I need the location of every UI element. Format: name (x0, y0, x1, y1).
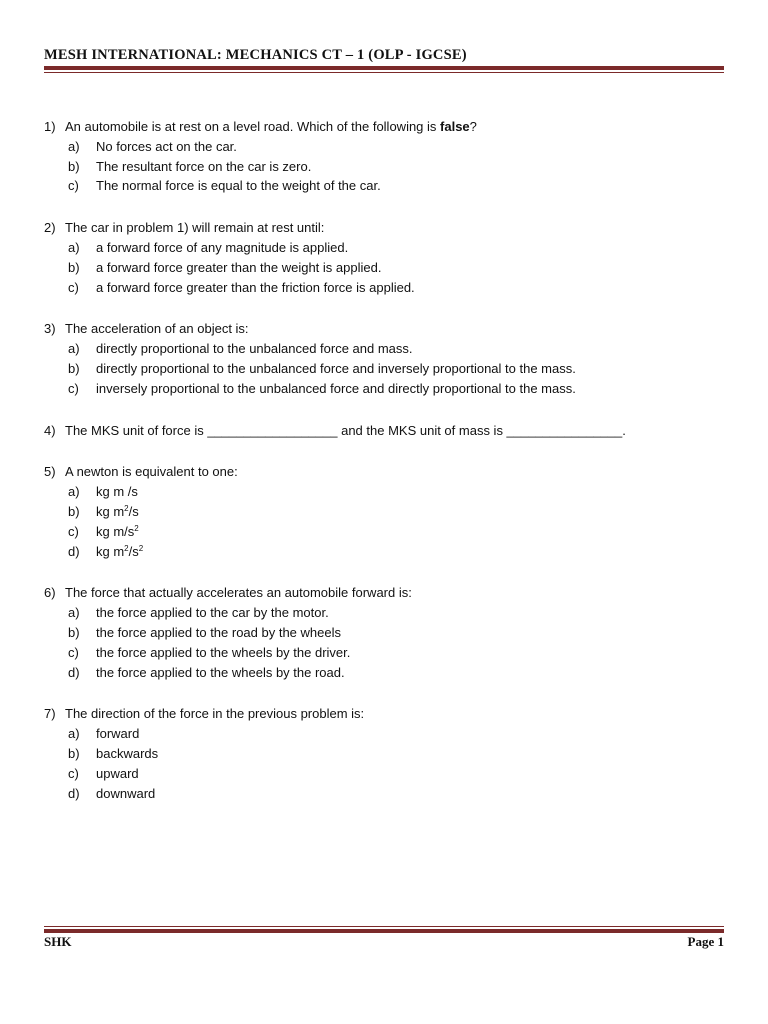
question-number: 3) (44, 321, 56, 337)
option-b (44, 744, 724, 764)
question-text: A newton is equivalent to one: (65, 464, 238, 480)
option-text: backwards (96, 745, 159, 761)
option-a (44, 724, 724, 744)
page-title: MESH INTERNATIONAL: MECHANICS CT – 1 (OLP - IGCSE) (44, 47, 467, 63)
option-letter: a) (68, 605, 80, 621)
option-c (44, 278, 724, 298)
option-a (44, 603, 724, 623)
option-text: No forces act on the car. (96, 138, 237, 154)
question-number: 4) (44, 422, 56, 438)
option-letter: c) (68, 644, 79, 660)
question-stem (44, 462, 724, 482)
question-number: 2) (44, 220, 56, 236)
footer-initials: SHK (44, 934, 72, 949)
option-text: directly proportional to the unbalanced force and inversely proportional to the mass. (96, 360, 576, 376)
option-letter: d) (68, 543, 80, 559)
option-text: the force applied to the road by the wheels (96, 624, 341, 640)
option-superscript: 2 (124, 543, 129, 553)
question-stem (44, 704, 724, 724)
option-text: a forward force greater than the weight is applied. (96, 259, 382, 275)
option-letter: d) (68, 785, 80, 801)
question-text: The direction of the force in the previous problem is: (65, 706, 365, 722)
question-text: An automobile is at rest on a level road. Which of the following is (65, 119, 441, 134)
option-letter: b) (68, 259, 80, 275)
option-letter: c) (68, 380, 79, 396)
option-letter: b) (68, 360, 80, 376)
option-text: downward (96, 785, 156, 801)
question-stem (44, 218, 724, 238)
question-text: The force that actually accelerates an automobile forward is: (65, 585, 412, 601)
option-text: the force applied to the wheels by the driver. (96, 644, 351, 660)
question-1 (44, 117, 724, 196)
option-text-post: /s (128, 503, 139, 519)
option-d (44, 542, 724, 562)
option-letter: a) (68, 726, 80, 742)
option-c (44, 643, 724, 663)
option-letter: b) (68, 503, 80, 519)
option-text: The resultant force on the car is zero. (96, 158, 312, 174)
page-number: Page 1 (687, 934, 724, 949)
question-text-tail: ? (469, 119, 477, 134)
option-text-pre: kg m/s (96, 523, 135, 539)
option-b (44, 623, 724, 643)
option-text: inversely proportional to the unbalanced force and directly proportional to the mass. (96, 380, 576, 396)
option-text: a forward force of any magnitude is applied. (96, 239, 349, 255)
option-letter: b) (68, 158, 80, 174)
question-number: 6) (44, 585, 56, 601)
question-stem (44, 583, 724, 603)
question-2 (44, 218, 724, 297)
option-c (44, 522, 724, 542)
option-text: the force applied to the wheels by the road. (96, 664, 345, 680)
option-d (44, 663, 724, 683)
option-b (44, 157, 724, 177)
question-text: The acceleration of an object is: (65, 321, 249, 337)
option-c (44, 379, 724, 399)
option-text-post: /s (128, 543, 139, 559)
option-superscript: 2 (124, 503, 129, 513)
question-5 (44, 462, 724, 561)
question-text: The MKS unit of force is __________________ and the MKS unit of mass is ________________. (65, 422, 626, 438)
header-rule-thin (44, 72, 724, 73)
option-a (44, 482, 724, 502)
option-b (44, 359, 724, 379)
option-text: directly proportional to the unbalanced force and mass. (96, 341, 413, 357)
question-list (44, 117, 724, 825)
option-letter: a) (68, 484, 80, 500)
option-superscript-2: 2 (138, 543, 144, 553)
option-letter: c) (68, 279, 79, 295)
option-letter: b) (68, 624, 80, 640)
option-letter: c) (68, 523, 79, 539)
option-text: kg m /s (96, 484, 138, 500)
question-stem (44, 319, 724, 339)
option-letter: a) (68, 341, 80, 357)
footer-rule-thin (44, 926, 724, 927)
question-stem (44, 117, 724, 137)
question-7 (44, 704, 724, 803)
option-letter: b) (68, 745, 80, 761)
question-text-bold: false (440, 119, 470, 134)
question-3 (44, 319, 724, 398)
option-b (44, 258, 724, 278)
option-text-pre: kg m (96, 503, 125, 519)
question-number: 5) (44, 464, 56, 480)
question-number: 7) (44, 706, 56, 722)
option-letter: c) (68, 765, 79, 781)
question-4 (44, 421, 724, 441)
option-c (44, 764, 724, 784)
option-a (44, 339, 724, 359)
question-number: 1) (44, 119, 56, 134)
question-6 (44, 583, 724, 682)
option-b (44, 502, 724, 522)
header-rule-thick (44, 66, 724, 70)
option-text: a forward force greater than the friction force is applied. (96, 279, 415, 295)
option-letter: d) (68, 664, 80, 680)
option-text-pre: kg m (96, 543, 125, 559)
option-text: the force applied to the car by the motor. (96, 605, 329, 621)
option-c (44, 176, 724, 196)
question-text: The car in problem 1) will remain at rest until: (65, 220, 325, 236)
option-letter: a) (68, 239, 80, 255)
option-letter: a) (68, 138, 80, 154)
option-a (44, 238, 724, 258)
option-text: The normal force is equal to the weight of the car. (96, 178, 381, 194)
option-superscript: 2 (134, 523, 139, 533)
option-a (44, 137, 724, 157)
option-letter: c) (68, 178, 79, 194)
option-d (44, 784, 724, 804)
option-text: upward (96, 765, 139, 781)
question-stem (44, 421, 724, 441)
footer-rule-thick (44, 929, 724, 933)
option-text: forward (96, 726, 140, 742)
